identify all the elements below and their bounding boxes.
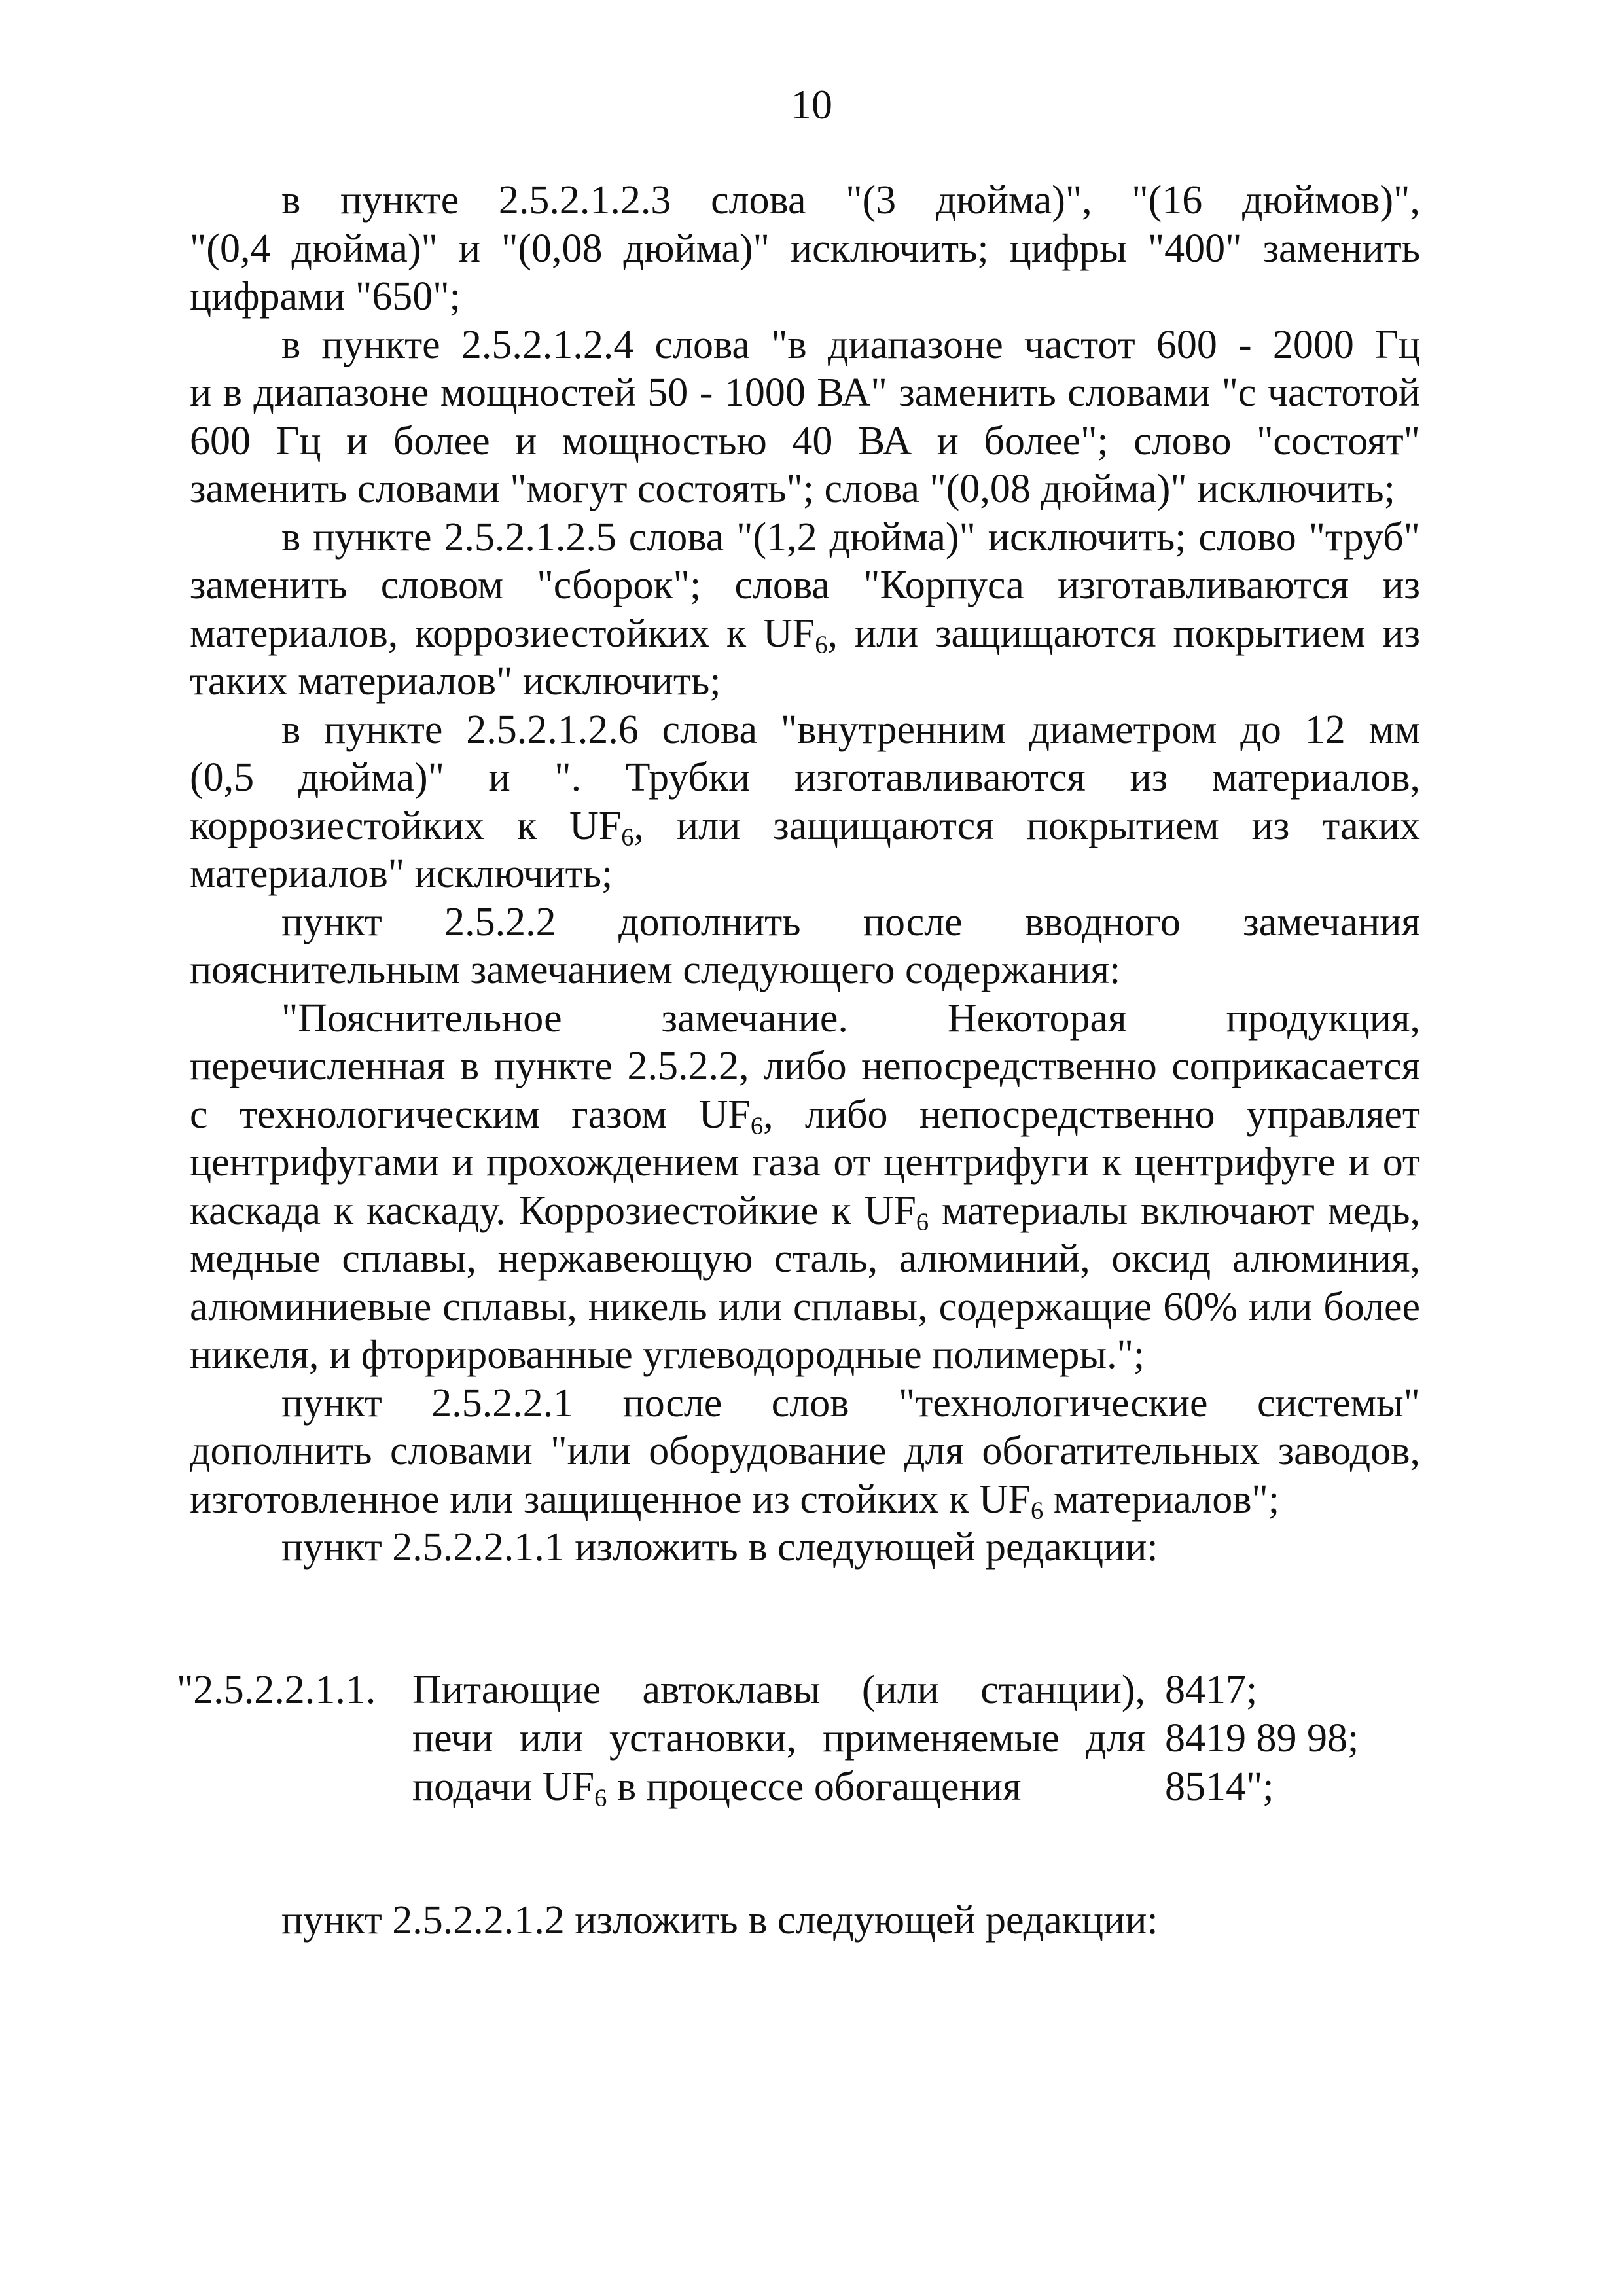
text-fragment: в процессе обогащения	[607, 1765, 1022, 1809]
text-fragment: , либо непосредственно управляет	[763, 1092, 1420, 1137]
text-fragment: , или защищаются покрытием из таких	[633, 803, 1420, 848]
text-line	[190, 1187, 1420, 1236]
item-description	[412, 1763, 1145, 1811]
paragraph	[190, 899, 1420, 995]
item-code: 8514";	[1165, 1765, 1274, 1809]
text-line	[190, 802, 1420, 851]
empty-cell	[177, 1714, 412, 1763]
paragraph	[190, 177, 1420, 321]
paragraph	[190, 321, 1420, 514]
document-body	[190, 177, 1420, 1572]
text-fragment: материалов, коррозиестойких к UF	[190, 611, 815, 656]
text-fragment: каскада к каскаду. Коррозиестойкие к UF	[190, 1188, 916, 1233]
text-line: в пункте 2.5.2.1.2.5 слова "(1,2 дюйма)" исключить; слово "труб"	[281, 514, 1420, 560]
item-number: "2.5.2.2.1.1.	[177, 1668, 376, 1712]
paragraph	[190, 514, 1420, 706]
text-fragment: материалов";	[1043, 1477, 1280, 1522]
text-line: в пункте 2.5.2.1.2.3 слова "(3 дюйма)", "(16 дюймов)",	[281, 178, 1420, 223]
item-code: 8417;	[1165, 1668, 1258, 1712]
code-table	[177, 1666, 1420, 1811]
item-description: Питающие автоклавы (или станции),	[412, 1668, 1145, 1712]
text-line: никеля, и фторированные углеводородные полимеры.";	[190, 1333, 1145, 1377]
table-row	[177, 1763, 1420, 1811]
text-fragment: изготовленное или защищенное из стойких к UF	[190, 1477, 1031, 1522]
text-line: "Пояснительное замечание. Некоторая продукция,	[281, 996, 1420, 1041]
paragraph	[190, 995, 1420, 1380]
empty-cell	[177, 1763, 412, 1811]
text-line: (0,5 дюйма)" и ". Трубки изготавливаются из материалов,	[190, 755, 1420, 800]
text-line: таких материалов" исключить;	[190, 659, 721, 704]
subscript: 6	[1031, 1497, 1044, 1525]
subscript: 6	[621, 823, 634, 852]
text-line: перечисленная в пункте 2.5.2.2, либо непосредственно соприкасается	[190, 1044, 1420, 1088]
text-line: 600 Гц и более и мощностью 40 ВА и более"; слово "состоят"	[190, 418, 1420, 463]
text-line	[190, 610, 1420, 658]
text-line: "(0,4 дюйма)" и "(0,08 дюйма)" исключить; цифры "400" заменить	[190, 226, 1420, 271]
paragraph	[190, 706, 1420, 899]
text-line: заменить словом "сборок"; слова "Корпуса изготавливаются из	[190, 563, 1420, 607]
text-line: пункт 2.5.2.2.1.2 изложить в следующей редакции:	[281, 1898, 1158, 1943]
page-number: 10	[791, 81, 832, 128]
text-fragment: коррозиестойких к UF	[190, 803, 622, 848]
text-line: и в диапазоне мощностей 50 - 1000 ВА" заменить словами "с частотой	[190, 370, 1420, 415]
text-fragment: , или защищаются покрытием из	[827, 611, 1420, 656]
text-line: цифрами "650";	[190, 274, 461, 319]
item-description: печи или установки, применяемые для	[412, 1716, 1145, 1761]
subscript: 6	[815, 631, 828, 659]
text-line: в пункте 2.5.2.1.2.6 слова "внутренним диаметром до 12 мм	[281, 707, 1420, 752]
paragraph	[190, 1380, 1420, 1524]
table-row	[177, 1666, 1420, 1714]
text-fragment: материалы включают медь,	[929, 1188, 1420, 1233]
text-line	[190, 1476, 1420, 1524]
text-line: пункт 2.5.2.2 дополнить после вводного замечания	[281, 899, 1420, 944]
table-row	[177, 1714, 1420, 1763]
text-line: пункт 2.5.2.2.1 после слов "технологические системы"	[281, 1380, 1420, 1426]
subscript: 6	[916, 1208, 929, 1236]
text-line: пояснительным замечанием следующего содержания:	[190, 948, 1121, 992]
paragraph	[190, 1524, 1420, 1572]
text-line: дополнить словами "или оборудование для обогатительных заводов,	[190, 1429, 1420, 1473]
text-line: пункт 2.5.2.2.1.1 изложить в следующей редакции:	[281, 1525, 1158, 1570]
subscript: 6	[594, 1784, 607, 1812]
text-line: центрифугами и прохождением газа от центрифуги к центрифуге и от	[190, 1140, 1420, 1185]
text-fragment: подачи UF	[412, 1765, 595, 1809]
text-fragment: с технологическим газом UF	[190, 1092, 751, 1137]
item-code: 8419 89 98;	[1165, 1716, 1359, 1761]
text-line: заменить словами "могут состоять"; слова "(0,08 дюйма)" исключить;	[190, 467, 1395, 511]
text-line: медные сплавы, нержавеющую сталь, алюминий, оксид алюминия,	[190, 1236, 1420, 1281]
text-line: в пункте 2.5.2.1.2.4 слова "в диапазоне частот 600 - 2000 Гц	[281, 322, 1420, 367]
text-line	[190, 1091, 1420, 1139]
text-line: алюминиевые сплавы, никель или сплавы, содержащие 60% или более	[190, 1284, 1420, 1329]
text-line: материалов" исключить;	[190, 852, 613, 896]
document-tail	[190, 1897, 1420, 1945]
subscript: 6	[750, 1112, 764, 1140]
paragraph	[190, 1897, 1420, 1945]
